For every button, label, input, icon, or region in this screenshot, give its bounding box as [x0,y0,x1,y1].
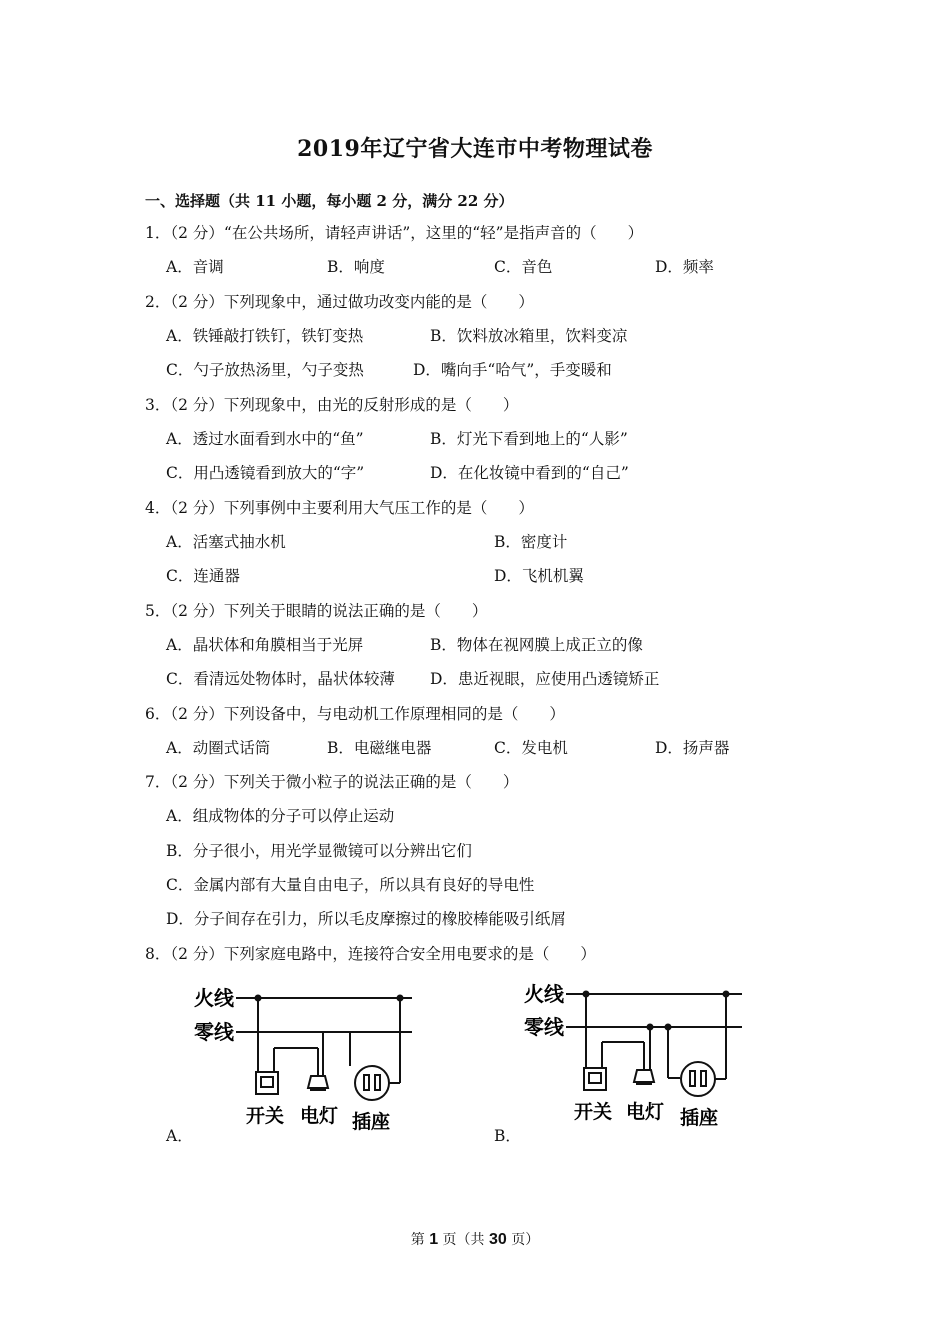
q4-option-b: B．密度计 [494,533,568,551]
question-8-stem: 8．（2 分）下列家庭电路中，连接符合安全用电要求的是（ ） [145,945,596,963]
q3-option-b: B．灯光下看到地上的“人影” [430,430,628,448]
lamp-symbol-b [634,1070,654,1082]
q5-option-b: B．物体在视网膜上成正立的像 [430,636,643,654]
q7-option-c: C．金属内部有大量自由电子，所以具有良好的导电性 [166,876,535,894]
neutral-label-b: 零线 [524,1015,564,1039]
lamp-symbol-a [308,1076,328,1088]
q6-option-c: C．发电机 [494,739,568,757]
q3-option-c: C．用凸透镜看到放大的“字” [166,464,365,482]
footer-middle: 页（共 [438,1232,489,1248]
footer-page-number: 1 [429,1231,439,1248]
q5-option-c: C．看清远处物体时，晶状体较薄 [166,670,395,688]
live-label-b: 火线 [524,982,564,1006]
switch-label-b: 开关 [574,1101,613,1123]
q3-option-a: A．透过水面看到水中的“鱼” [166,430,364,448]
q7-option-d: D．分子间存在引力，所以毛皮摩擦过的橡胶棒能吸引纸屑 [166,910,566,928]
question-6-stem: 6．（2 分）下列设备中，与电动机工作原理相同的是（ ） [145,705,565,723]
q1-option-d: D．频率 [655,258,714,276]
live-label-a: 火线 [194,986,234,1010]
switch-label-a: 开关 [246,1105,285,1127]
question-2-stem: 2．（2 分）下列现象中，通过做功改变内能的是（ ） [145,293,534,311]
circuit-diagram-b [520,976,750,1136]
socket-symbol-a [355,1066,389,1100]
q6-option-d: D．扬声器 [655,739,730,757]
question-5-stem: 5．（2 分）下列关于眼睛的说法正确的是（ ） [145,602,488,620]
q3-option-d: D．在化妆镜中看到的“自己” [430,464,629,482]
question-7-stem: 7．（2 分）下列关于微小粒子的说法正确的是（ ） [145,773,519,791]
socket-label-b: 插座 [680,1107,719,1129]
footer-prefix: 第 [410,1232,430,1248]
q5-option-d: D．患近视眼，应使用凸透镜矫正 [430,670,660,688]
circuit-diagram-a [190,980,420,1140]
switch-symbol-b [584,1068,606,1090]
q7-option-a: A．组成物体的分子可以停止运动 [166,807,395,825]
lamp-label-a: 电灯 [300,1105,339,1127]
switch-symbol-a [256,1072,278,1094]
question-3-stem: 3．（2 分）下列现象中，由光的反射形成的是（ ） [145,396,519,414]
section-heading: 一、选择题（共 11 小题，每小题 2 分，满分 22 分） [145,192,514,210]
q2-option-c: C．勺子放热汤里，勺子变热 [166,361,364,379]
q2-option-d: D．嘴向手“哈气”，手变暖和 [413,361,612,379]
q5-option-a: A．晶状体和角膜相当于光屏 [166,636,364,654]
neutral-label-a: 零线 [194,1020,234,1044]
socket-label-a: 插座 [352,1111,391,1133]
page-title: 2019年辽宁省大连市中考物理试卷 [297,136,653,162]
q1-option-a: A．音调 [166,258,224,276]
q8-option-a: A． [166,1127,193,1145]
q4-option-c: C．连通器 [166,567,240,585]
question-4-stem: 4．（2 分）下列事例中主要利用大气压工作的是（ ） [145,499,534,517]
q2-option-b: B．饮料放冰箱里，饮料变凉 [430,327,628,345]
q8-option-b: B． [494,1127,521,1145]
footer-suffix: 页） [506,1232,540,1248]
lamp-label-b: 电灯 [626,1101,665,1123]
q1-option-c: C．音色 [494,258,553,276]
question-1-stem: 1．（2 分）“在公共场所，请轻声讲话”，这里的“轻”是指声音的（ ） [145,224,644,242]
q4-option-a: A．活塞式抽水机 [166,533,286,551]
q6-option-b: B．电磁继电器 [327,739,432,757]
footer-total-pages: 30 [489,1231,507,1248]
q2-option-a: A．铁锤敲打铁钉，铁钉变热 [166,327,364,345]
page-footer [0,1229,950,1249]
q6-option-a: A．动圈式话筒 [166,739,271,757]
q4-option-d: D．飞机机翼 [494,567,584,585]
q1-option-b: B．响度 [327,258,385,276]
socket-symbol-b [681,1062,715,1096]
q7-option-b: B．分子很小，用光学显微镜可以分辨出它们 [166,842,472,860]
